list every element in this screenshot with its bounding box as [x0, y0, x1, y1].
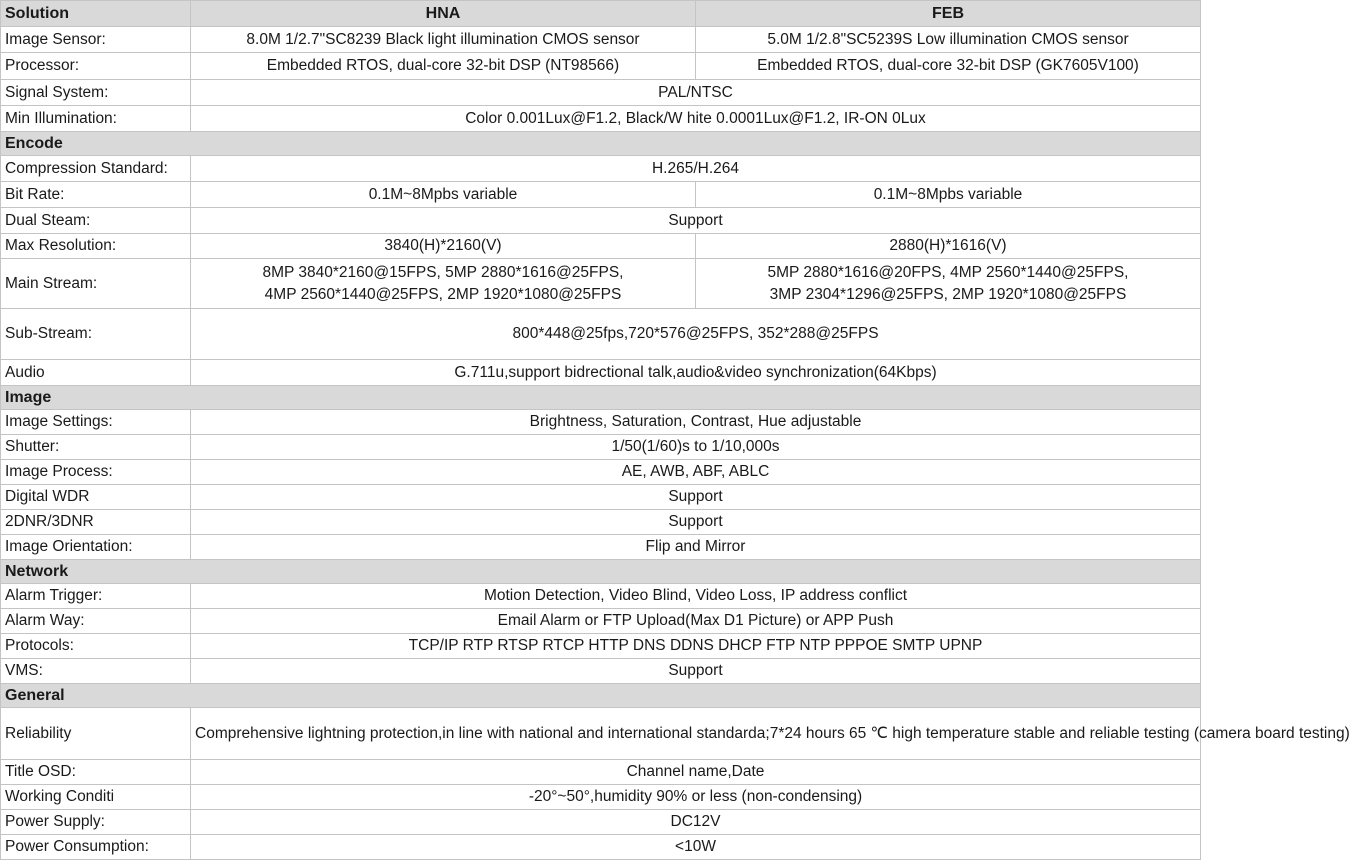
label-dnr: 2DNR/3DNR	[1, 510, 191, 535]
row-processor	[1, 53, 1201, 80]
row-dnr	[1, 510, 1201, 535]
label-alarm-way: Alarm Way:	[1, 609, 191, 634]
label-image-settings: Image Settings:	[1, 410, 191, 435]
label-sub-stream: Sub-Stream:	[1, 309, 191, 360]
value-title-osd: Channel name,Date	[191, 760, 1201, 785]
value-image-settings: Brightness, Saturation, Contrast, Hue adjustable	[191, 410, 1201, 435]
value-vms: Support	[191, 659, 1201, 684]
row-vms	[1, 659, 1201, 684]
row-digital-wdr	[1, 485, 1201, 510]
row-protocols	[1, 634, 1201, 659]
label-protocols: Protocols:	[1, 634, 191, 659]
main-stream-hna-line-2: 4MP 2560*1440@25FPS, 2MP 1920*1080@25FPS	[264, 285, 622, 303]
label-shutter: Shutter:	[1, 435, 191, 460]
label-vms: VMS:	[1, 659, 191, 684]
value-working-condition: -20°~50°,humidity 90% or less (non-condensing)	[191, 785, 1201, 810]
row-max-resolution	[1, 234, 1201, 259]
value-protocols: TCP/IP RTP RTSP RTCP HTTP DNS DDNS DHCP FTP NTP PPPOE SMTP UPNP	[191, 634, 1201, 659]
row-min-illumination	[1, 106, 1201, 132]
header-feb: FEB	[696, 1, 1201, 27]
value-min-illumination: Color 0.001Lux@F1.2, Black/W hite 0.0001Lux@F1.2, IR-ON 0Lux	[191, 106, 1201, 132]
value-processor-feb: Embedded RTOS, dual-core 32-bit DSP (GK7605V100)	[696, 53, 1201, 80]
section-encode	[1, 132, 1201, 156]
value-signal-system: PAL/NTSC	[191, 80, 1201, 106]
row-audio	[1, 360, 1201, 386]
row-title-osd	[1, 760, 1201, 785]
row-alarm-trigger	[1, 584, 1201, 609]
value-processor-hna: Embedded RTOS, dual-core 32-bit DSP (NT98566)	[191, 53, 696, 80]
row-image-process	[1, 460, 1201, 485]
section-title-network: Network	[1, 560, 1201, 584]
value-main-stream-hna	[191, 259, 696, 309]
row-bit-rate	[1, 182, 1201, 208]
label-min-illumination: Min Illumination:	[1, 106, 191, 132]
header-hna: HNA	[191, 1, 696, 27]
label-alarm-trigger: Alarm Trigger:	[1, 584, 191, 609]
value-digital-wdr: Support	[191, 485, 1201, 510]
value-sub-stream: 800*448@25fps,720*576@25FPS, 352*288@25FPS	[191, 309, 1201, 360]
value-audio: G.711u,support bidrectional talk,audio&video synchronization(64Kbps)	[191, 360, 1201, 386]
main-stream-feb-line-1: 5MP 2880*1616@20FPS, 4MP 2560*1440@25FPS,	[767, 263, 1129, 281]
row-image-settings	[1, 410, 1201, 435]
value-alarm-trigger: Motion Detection, Video Blind, Video Loss, IP address conflict	[191, 584, 1201, 609]
row-sub-stream	[1, 309, 1201, 360]
section-title-image: Image	[1, 386, 1201, 410]
header-solution: Solution	[1, 1, 191, 27]
value-main-stream-feb	[696, 259, 1201, 309]
label-audio: Audio	[1, 360, 191, 386]
row-image-sensor	[1, 27, 1201, 53]
label-working-condition: Working Conditi	[1, 785, 191, 810]
label-main-stream: Main Stream:	[1, 259, 191, 309]
main-stream-hna-line-1: 8MP 3840*2160@15FPS, 5MP 2880*1616@25FPS,	[262, 263, 624, 281]
label-image-sensor: Image Sensor:	[1, 27, 191, 53]
label-power-consumption: Power Consumption:	[1, 835, 191, 860]
row-signal-system	[1, 80, 1201, 106]
label-max-resolution: Max Resolution:	[1, 234, 191, 259]
label-title-osd: Title OSD:	[1, 760, 191, 785]
row-working-condition	[1, 785, 1201, 810]
header-row	[1, 1, 1201, 27]
label-digital-wdr: Digital WDR	[1, 485, 191, 510]
value-image-sensor-feb: 5.0M 1/2.8"SC5239S Low illumination CMOS sensor	[696, 27, 1201, 53]
row-power-supply	[1, 810, 1201, 835]
label-bit-rate: Bit Rate:	[1, 182, 191, 208]
row-power-consumption	[1, 835, 1201, 860]
label-image-orientation: Image Orientation:	[1, 535, 191, 560]
value-image-process: AE, AWB, ABF, ABLC	[191, 460, 1201, 485]
value-image-sensor-hna: 8.0M 1/2.7"SC8239 Black light illumination CMOS sensor	[191, 27, 696, 53]
value-bit-rate-feb: 0.1M~8Mpbs variable	[696, 182, 1201, 208]
row-image-orientation	[1, 535, 1201, 560]
main-stream-feb-line-2: 3MP 2304*1296@25FPS, 2MP 1920*1080@25FPS	[769, 285, 1127, 303]
row-dual-stream	[1, 208, 1201, 234]
label-compression: Compression Standard:	[1, 156, 191, 182]
value-dnr: Support	[191, 510, 1201, 535]
value-max-resolution-feb: 2880(H)*1616(V)	[696, 234, 1201, 259]
section-title-general: General	[1, 684, 1201, 708]
label-signal-system: Signal System:	[1, 80, 191, 106]
row-reliability	[1, 708, 1201, 760]
value-power-consumption: <10W	[191, 835, 1201, 860]
label-image-process: Image Process:	[1, 460, 191, 485]
value-bit-rate-hna: 0.1M~8Mpbs variable	[191, 182, 696, 208]
section-title-encode: Encode	[1, 132, 1201, 156]
section-network	[1, 560, 1201, 584]
value-image-orientation: Flip and Mirror	[191, 535, 1201, 560]
section-image	[1, 386, 1201, 410]
row-compression	[1, 156, 1201, 182]
value-shutter: 1/50(1/60)s to 1/10,000s	[191, 435, 1201, 460]
value-dual-stream: Support	[191, 208, 1201, 234]
row-shutter	[1, 435, 1201, 460]
label-processor: Processor:	[1, 53, 191, 80]
value-reliability: Comprehensive lightning protection,in line with national and international standarda;7*24 hours 65 ℃ high temperature stable and reliable testing (camera board testing)	[191, 708, 1201, 760]
value-alarm-way: Email Alarm or FTP Upload(Max D1 Picture) or APP Push	[191, 609, 1201, 634]
value-power-supply: DC12V	[191, 810, 1201, 835]
value-max-resolution-hna: 3840(H)*2160(V)	[191, 234, 696, 259]
label-power-supply: Power Supply:	[1, 810, 191, 835]
section-general	[1, 684, 1201, 708]
label-reliability: Reliability	[1, 708, 191, 760]
row-alarm-way	[1, 609, 1201, 634]
row-main-stream	[1, 259, 1201, 309]
label-dual-stream: Dual Steam:	[1, 208, 191, 234]
value-compression: H.265/H.264	[191, 156, 1201, 182]
